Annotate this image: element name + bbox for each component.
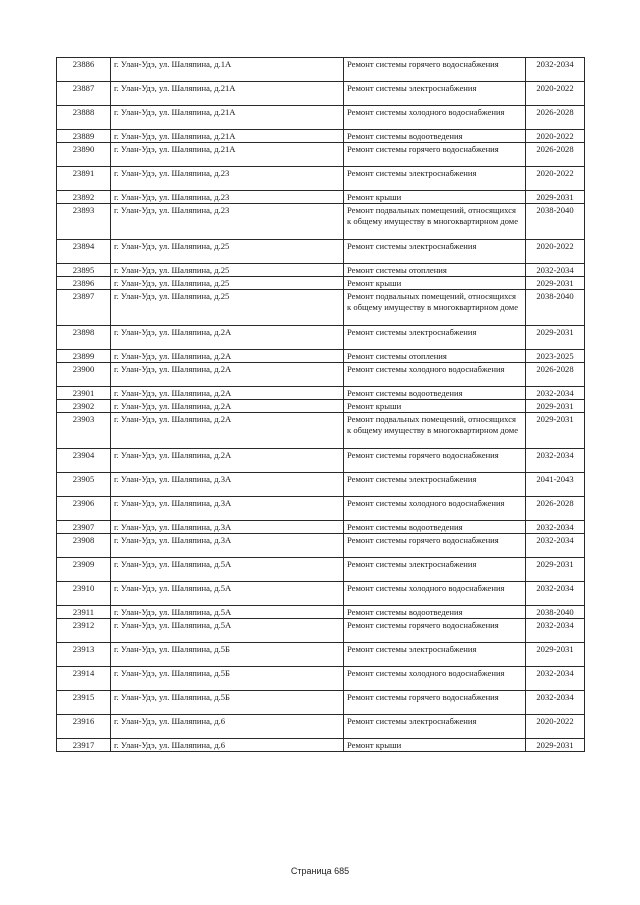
table-row: [57, 290, 585, 326]
row-number: 23898: [57, 326, 111, 350]
period-cell: 2029-2031: [526, 191, 585, 204]
row-number: 23896: [57, 277, 111, 290]
period-cell: 2032-2034: [526, 619, 585, 643]
period-cell: 2026-2028: [526, 143, 585, 167]
address-cell: г. Улан-Удэ, ул. Шаляпина, д.5А: [111, 558, 344, 582]
work-type-cell: Ремонт системы горячего водоснабжения: [344, 143, 526, 167]
period-cell: 2029-2031: [526, 277, 585, 290]
address-cell: г. Улан-Удэ, ул. Шаляпина, д.5Б: [111, 667, 344, 691]
row-number: 23902: [57, 400, 111, 413]
work-type-cell: Ремонт системы водоотведения: [344, 387, 526, 400]
row-number: 23887: [57, 82, 111, 106]
period-cell: 2029-2031: [526, 413, 585, 449]
work-type-cell: Ремонт системы электроснабжения: [344, 473, 526, 497]
address-cell: г. Улан-Удэ, ул. Шаляпина, д.25: [111, 264, 344, 277]
work-type-cell: Ремонт подвальных помещений, относящихся к общему имуществу в многоквартирном доме: [344, 413, 526, 449]
row-number: 23917: [57, 739, 111, 752]
period-cell: 2032-2034: [526, 449, 585, 473]
address-cell: г. Улан-Удэ, ул. Шаляпина, д.21А: [111, 82, 344, 106]
period-cell: 2032-2034: [526, 534, 585, 558]
table-row: [57, 400, 585, 413]
period-cell: 2023-2025: [526, 350, 585, 363]
period-cell: 2029-2031: [526, 400, 585, 413]
work-type-cell: Ремонт системы горячего водоснабжения: [344, 534, 526, 558]
work-type-cell: Ремонт крыши: [344, 739, 526, 752]
address-cell: г. Улан-Удэ, ул. Шаляпина, д.25: [111, 277, 344, 290]
table-row: [57, 130, 585, 143]
row-number: 23894: [57, 240, 111, 264]
table-row: [57, 264, 585, 277]
work-type-cell: Ремонт крыши: [344, 191, 526, 204]
period-cell: 2026-2028: [526, 497, 585, 521]
table-row: [57, 497, 585, 521]
table-row: [57, 240, 585, 264]
work-type-cell: Ремонт системы электроснабжения: [344, 558, 526, 582]
table-row: [57, 387, 585, 400]
table-row: [57, 167, 585, 191]
table-row: [57, 191, 585, 204]
work-type-cell: Ремонт системы электроснабжения: [344, 82, 526, 106]
row-number: 23903: [57, 413, 111, 449]
row-number: 23912: [57, 619, 111, 643]
table-row: [57, 473, 585, 497]
period-cell: 2032-2034: [526, 521, 585, 534]
row-number: 23905: [57, 473, 111, 497]
address-cell: г. Улан-Удэ, ул. Шаляпина, д.23: [111, 167, 344, 191]
address-cell: г. Улан-Удэ, ул. Шаляпина, д.2А: [111, 387, 344, 400]
work-type-cell: Ремонт системы холодного водоснабжения: [344, 106, 526, 130]
period-cell: 2029-2031: [526, 643, 585, 667]
row-number: 23886: [57, 58, 111, 82]
table-row: [57, 277, 585, 290]
period-cell: 2041-2043: [526, 473, 585, 497]
address-cell: г. Улан-Удэ, ул. Шаляпина, д.2А: [111, 350, 344, 363]
work-type-cell: Ремонт системы холодного водоснабжения: [344, 667, 526, 691]
work-type-cell: Ремонт системы холодного водоснабжения: [344, 497, 526, 521]
period-cell: 2020-2022: [526, 240, 585, 264]
work-type-cell: Ремонт системы водоотведения: [344, 521, 526, 534]
address-cell: г. Улан-Удэ, ул. Шаляпина, д.21А: [111, 143, 344, 167]
table-row: [57, 58, 585, 82]
address-cell: г. Улан-Удэ, ул. Шаляпина, д.5Б: [111, 643, 344, 667]
table-row: [57, 363, 585, 387]
work-type-cell: Ремонт крыши: [344, 277, 526, 290]
row-number: 23899: [57, 350, 111, 363]
period-cell: 2020-2022: [526, 82, 585, 106]
table-row: [57, 82, 585, 106]
work-type-cell: Ремонт системы холодного водоснабжения: [344, 582, 526, 606]
period-cell: 2032-2034: [526, 264, 585, 277]
period-cell: 2029-2031: [526, 558, 585, 582]
period-cell: 2026-2028: [526, 363, 585, 387]
row-number: 23909: [57, 558, 111, 582]
table-row: [57, 204, 585, 240]
table-body: [57, 58, 585, 752]
capital-repair-table: [56, 57, 585, 752]
work-type-cell: Ремонт системы водоотведения: [344, 606, 526, 619]
table-row: [57, 606, 585, 619]
period-cell: 2029-2031: [526, 739, 585, 752]
address-cell: г. Улан-Удэ, ул. Шаляпина, д.23: [111, 191, 344, 204]
row-number: 23914: [57, 667, 111, 691]
table-row: [57, 715, 585, 739]
address-cell: г. Улан-Удэ, ул. Шаляпина, д.21А: [111, 106, 344, 130]
work-type-cell: Ремонт системы электроснабжения: [344, 167, 526, 191]
address-cell: г. Улан-Удэ, ул. Шаляпина, д.6: [111, 739, 344, 752]
address-cell: г. Улан-Удэ, ул. Шаляпина, д.2А: [111, 326, 344, 350]
row-number: 23901: [57, 387, 111, 400]
period-cell: 2029-2031: [526, 326, 585, 350]
period-cell: 2038-2040: [526, 606, 585, 619]
address-cell: г. Улан-Удэ, ул. Шаляпина, д.3А: [111, 521, 344, 534]
table-row: [57, 643, 585, 667]
work-type-cell: Ремонт системы электроснабжения: [344, 240, 526, 264]
row-number: 23900: [57, 363, 111, 387]
period-cell: 2020-2022: [526, 130, 585, 143]
period-cell: 2032-2034: [526, 387, 585, 400]
work-type-cell: Ремонт системы отопления: [344, 350, 526, 363]
work-type-cell: Ремонт системы электроснабжения: [344, 643, 526, 667]
work-type-cell: Ремонт системы горячего водоснабжения: [344, 619, 526, 643]
address-cell: г. Улан-Удэ, ул. Шаляпина, д.3А: [111, 534, 344, 558]
address-cell: г. Улан-Удэ, ул. Шаляпина, д.1А: [111, 58, 344, 82]
row-number: 23893: [57, 204, 111, 240]
table-row: [57, 739, 585, 752]
work-type-cell: Ремонт системы электроснабжения: [344, 715, 526, 739]
address-cell: г. Улан-Удэ, ул. Шаляпина, д.25: [111, 240, 344, 264]
period-cell: 2032-2034: [526, 582, 585, 606]
table-row: [57, 449, 585, 473]
work-type-cell: Ремонт системы горячего водоснабжения: [344, 691, 526, 715]
row-number: 23906: [57, 497, 111, 521]
period-cell: 2020-2022: [526, 167, 585, 191]
table-row: [57, 691, 585, 715]
address-cell: г. Улан-Удэ, ул. Шаляпина, д.5А: [111, 582, 344, 606]
table-row: [57, 413, 585, 449]
period-cell: 2020-2022: [526, 715, 585, 739]
row-number: 23904: [57, 449, 111, 473]
row-number: 23891: [57, 167, 111, 191]
work-type-cell: Ремонт системы отопления: [344, 264, 526, 277]
period-cell: 2032-2034: [526, 667, 585, 691]
row-number: 23908: [57, 534, 111, 558]
row-number: 23907: [57, 521, 111, 534]
address-cell: г. Улан-Удэ, ул. Шаляпина, д.3А: [111, 473, 344, 497]
period-cell: 2038-2040: [526, 204, 585, 240]
table-row: [57, 582, 585, 606]
work-type-cell: Ремонт системы холодного водоснабжения: [344, 363, 526, 387]
row-number: 23911: [57, 606, 111, 619]
table-row: [57, 350, 585, 363]
work-type-cell: Ремонт подвальных помещений, относящихся к общему имуществу в многоквартирном доме: [344, 204, 526, 240]
address-cell: г. Улан-Удэ, ул. Шаляпина, д.23: [111, 204, 344, 240]
address-cell: г. Улан-Удэ, ул. Шаляпина, д.5А: [111, 606, 344, 619]
page-number: Страница 685: [290, 866, 350, 876]
table-row: [57, 558, 585, 582]
work-type-cell: Ремонт системы электроснабжения: [344, 326, 526, 350]
table-row: [57, 326, 585, 350]
row-number: 23890: [57, 143, 111, 167]
work-type-cell: Ремонт подвальных помещений, относящихся к общему имуществу в многоквартирном доме: [344, 290, 526, 326]
address-cell: г. Улан-Удэ, ул. Шаляпина, д.2А: [111, 400, 344, 413]
work-type-cell: Ремонт системы горячего водоснабжения: [344, 449, 526, 473]
row-number: 23888: [57, 106, 111, 130]
address-cell: г. Улан-Удэ, ул. Шаляпина, д.5А: [111, 619, 344, 643]
row-number: 23889: [57, 130, 111, 143]
row-number: 23892: [57, 191, 111, 204]
row-number: 23915: [57, 691, 111, 715]
row-number: 23895: [57, 264, 111, 277]
period-cell: 2038-2040: [526, 290, 585, 326]
address-cell: г. Улан-Удэ, ул. Шаляпина, д.2А: [111, 363, 344, 387]
work-type-cell: Ремонт крыши: [344, 400, 526, 413]
address-cell: г. Улан-Удэ, ул. Шаляпина, д.2А: [111, 449, 344, 473]
table-row: [57, 521, 585, 534]
table-row: [57, 619, 585, 643]
address-cell: г. Улан-Удэ, ул. Шаляпина, д.2А: [111, 413, 344, 449]
address-cell: г. Улан-Удэ, ул. Шаляпина, д.25: [111, 290, 344, 326]
work-type-cell: Ремонт системы горячего водоснабжения: [344, 58, 526, 82]
table-row: [57, 534, 585, 558]
work-type-cell: Ремонт системы водоотведения: [344, 130, 526, 143]
row-number: 23916: [57, 715, 111, 739]
table-row: [57, 667, 585, 691]
period-cell: 2026-2028: [526, 106, 585, 130]
table-row: [57, 143, 585, 167]
address-cell: г. Улан-Удэ, ул. Шаляпина, д.21А: [111, 130, 344, 143]
address-cell: г. Улан-Удэ, ул. Шаляпина, д.5Б: [111, 691, 344, 715]
address-cell: г. Улан-Удэ, ул. Шаляпина, д.3А: [111, 497, 344, 521]
row-number: 23910: [57, 582, 111, 606]
period-cell: 2032-2034: [526, 691, 585, 715]
table-row: [57, 106, 585, 130]
period-cell: 2032-2034: [526, 58, 585, 82]
row-number: 23913: [57, 643, 111, 667]
row-number: 23897: [57, 290, 111, 326]
address-cell: г. Улан-Удэ, ул. Шаляпина, д.6: [111, 715, 344, 739]
